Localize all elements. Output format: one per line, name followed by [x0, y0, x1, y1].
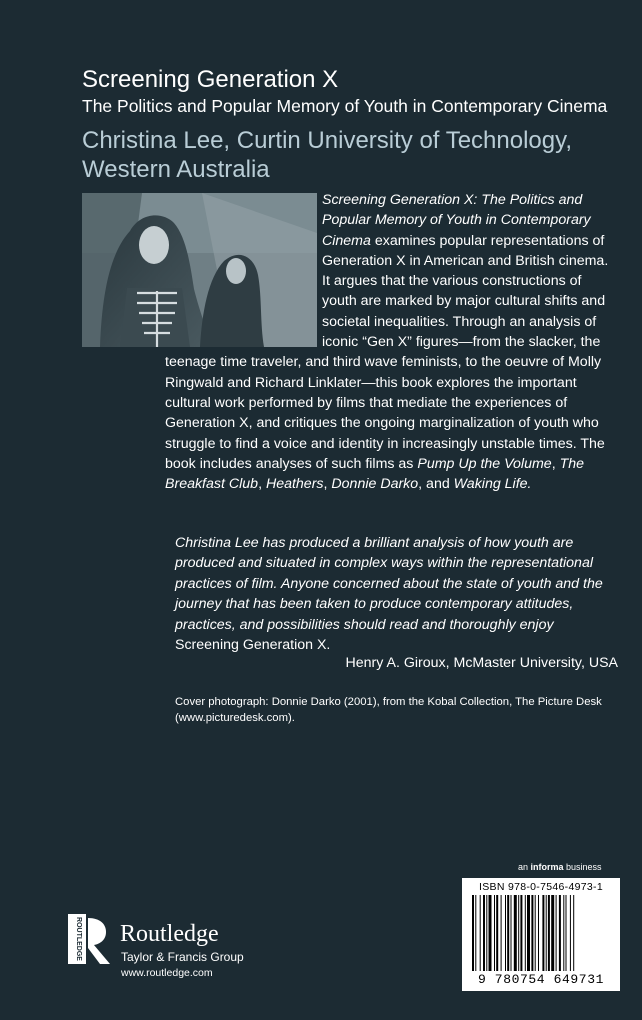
barcode-bars: [470, 895, 612, 973]
publisher-name: Routledge: [120, 921, 219, 947]
book-title: Screening Generation X: [82, 66, 339, 93]
publisher-url: www.routledge.com: [121, 967, 213, 979]
cover-photo-credit: Cover photograph: Donnie Darko (2001), from the Kobal Collection, The Picture Desk (www.picturedesk.com).: [175, 696, 602, 724]
barcode-bar: [538, 895, 539, 971]
book-subtitle: The Politics and Popular Memory of Youth in Contemporary Cinema: [82, 96, 608, 116]
barcode-bar: [559, 895, 561, 971]
publisher-group: Taylor & Francis Group: [121, 950, 244, 964]
barcode-bar: [475, 895, 476, 971]
film-title-5: Waking Life.: [453, 476, 532, 493]
quote-text: Christina Lee has produced a brilliant analysis of how youth are produced and situated in complex ways within the representational practices of film. Anyone concerned about the state of youth and the journey that has been taken to produce contemporary attitudes, practices, and possibilities should read and thoroughly enjoy: [175, 535, 603, 633]
barcode-bar: [494, 895, 495, 971]
barcode-bar: [507, 895, 509, 971]
isbn-text: ISBN 978-0-7546-4973-1: [479, 881, 603, 893]
barcode-bar: [483, 895, 485, 971]
author-affiliation: [82, 126, 572, 184]
barcode-bar: [546, 895, 547, 971]
barcode-bar: [505, 895, 506, 971]
description-book-title: Screening Generation X: The Politics and Popular Memory of Youth in Contemporary Cinema: [322, 192, 591, 249]
quote-book-title: Screening Generation X.: [175, 637, 331, 654]
informa-suffix: business: [563, 862, 602, 872]
barcode-bar: [496, 895, 498, 971]
barcode-bar: [551, 895, 554, 971]
isbn-barcode: [462, 878, 620, 991]
film-title-2: The Breakfast Club: [165, 455, 585, 493]
barcode-bar: [570, 895, 571, 971]
barcode-bar: [501, 895, 502, 971]
routledge-logo-icon: [66, 912, 114, 966]
barcode-bar: [472, 895, 474, 971]
barcode-bar: [527, 895, 530, 971]
barcode-bar: [518, 895, 519, 971]
film-title-1: Pump Up the Volume: [417, 455, 552, 472]
description-body: examines popular representations of Generation X in American and British cinema. It argues that the various constructions of youth are marked by major cultural shifts and societal inequalities. Through an analysis of iconic “Gen X” figures—from the slacker, the teenage time traveler, and third wave feminists, to the oeuvre of Molly Ringwald and Richard Linklater—this book explores the important cultural work performed by films that mediate the experiences of Generation X, and critiques the ongoing marginalization of youth who struggle to find a voice and identity in increasingly unstable times. The book includes analyses of such films as: [165, 232, 609, 472]
barcode-bar: [563, 895, 564, 971]
barcode-bar: [531, 895, 533, 971]
barcode-bar: [542, 895, 544, 971]
separator: ,: [323, 476, 332, 493]
barcode-bar: [566, 895, 567, 971]
barcode-bar: [556, 895, 557, 971]
barcode-bar: [525, 895, 526, 971]
barcode-bar: [548, 895, 550, 971]
informa-prefix: an: [518, 862, 531, 872]
informa-business-label: [518, 862, 602, 872]
barcode-digits: 9 780754 649731: [477, 972, 605, 987]
barcode-bar: [489, 895, 492, 971]
film-title-3: Heathers: [265, 476, 324, 493]
barcode-bar: [535, 895, 536, 971]
barcode-bar: [480, 895, 481, 971]
separator: ,: [258, 476, 266, 493]
endorsement-quote: [175, 533, 620, 655]
barcode-bar: [514, 895, 517, 971]
author-line-1: Christina Lee, Curtin University of Technology,: [82, 127, 573, 154]
endorsement-attribution: Henry A. Giroux, McMaster University, USA: [345, 655, 618, 671]
separator: , and: [418, 476, 454, 493]
author-line-2: Western Australia: [82, 156, 270, 183]
separator: ,: [551, 455, 560, 472]
barcode-bar: [573, 895, 574, 971]
barcode-bar: [486, 895, 487, 971]
film-title-4: Donnie Darko: [331, 476, 419, 493]
book-description: [0, 190, 620, 495]
informa-brand: informa: [530, 862, 564, 872]
logo-letters: ROUTLEDGE: [75, 917, 82, 961]
barcode-bar: [520, 895, 522, 971]
barcode-bar: [511, 895, 512, 971]
